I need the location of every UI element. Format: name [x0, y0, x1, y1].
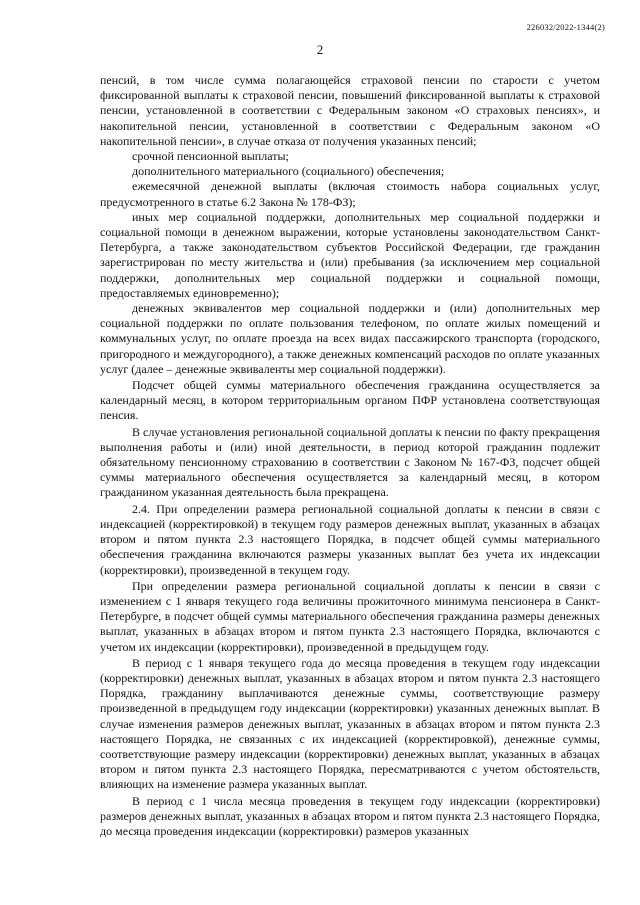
- paragraph: дополнительного материального (социального) обеспечения;: [132, 164, 445, 179]
- paragraph: 2.4. При определении размера региональной социальной доплаты к пенсии в связи с индексацией (корректировкой) в текущем году размеров денежных выплат, указанных в абзацах втором и пятом пункта 2.3 настоящего Порядка, в подсчет общей суммы материального обеспечения гражданина включаются размеры указанных выплат без учета их индексации (корректировки), произведенной в текущем году.: [100, 501, 600, 577]
- page-number: 2: [316, 42, 324, 57]
- paragraph: срочной пенсионной выплаты;: [132, 149, 289, 164]
- paragraph: В случае установления региональной социальной доплаты к пенсии по факту прекращения выполнения работы и (или) иной деятельности, в период которой гражданин подлежит обязательному пенсионному страхованию в соответствии с Законом № 167-ФЗ, подсчет общей суммы материального обеспечения осуществляется за календарный месяц, в котором гражданином указанная деятельность была прекращена.: [100, 424, 600, 500]
- paragraph: денежных эквивалентов мер социальной поддержки и (или) дополнительных мер социальной поддержки по оплате пользования телефоном, по оплате жилых помещений и коммунальных услуг, по оплате проезда на всех видах пассажирского транспорта (городского, пригородного и междугородного), а также денежных компенсаций расходов по оплате указанных услуг (далее – денежные эквиваленты мер социальной поддержки).: [100, 301, 600, 376]
- paragraph: ежемесячной денежной выплаты (включая стоимость набора социальных услуг, предусмотренного в статье 6.2 Закона № 178-ФЗ);: [100, 179, 600, 209]
- paragraph: иных мер социальной поддержки, дополнительных мер социальной поддержки и социальной помощи в денежном выражении, которые установлены законодательством Санкт-Петербурга, а также законодательством субъектов Российской Федерации, где гражданин зарегистрирован по месту жительства и (или) пребывания (за исключением мер социальной поддержки, дополнительных мер социальной поддержки и социальной помощи, предоставляемых единовременно);: [100, 209, 600, 300]
- paragraph: При определении размера региональной социальной доплаты к пенсии в связи с изменением с 1 января текущего года величины прожиточного минимума пенсионера в Санкт-Петербурге, в подсчет общей суммы материального обеспечения гражданина размеры денежных выплат, указанных в абзацах втором и пятом пункта 2.3 настоящего Порядка, включаются с учетом их индексации (корректировки), произведенной в предыдущем году.: [100, 578, 600, 654]
- document-number: 226032/2022-1344(2): [526, 22, 605, 32]
- paragraph: В период с 1 января текущего года до месяца проведения в текущем году индексации (корректировки) денежных выплат, указанных в абзацах втором и пятом пункта 2.3 настоящего Порядка, гражданину выплачиваются денежные суммы, соответствующие размеру произведенной в предыдущем году индексации (корректировки) указанных денежных выплат. В случае изменения размеров денежных выплат, указанных в абзацах втором и пятом пункта 2.3 настоящего Порядка, не связанных с их индексацией (корректировкой), денежные суммы, соответствующие размеру индексации (корректировки) денежных выплат, указанных в абзацах втором и пятом пункта 2.3 настоящего Порядка, пересматриваются с учетом обстоятельств, влияющих на изменение размера указанных выплат.: [100, 655, 600, 792]
- paragraph: В период с 1 числа месяца проведения в текущем году индексации (корректировки) размеров денежных выплат, указанных в абзацах втором и пятом пункта 2.3 настоящего Порядка, до месяца проведения индексации (корректировки) размеров указанных: [100, 793, 600, 838]
- paragraph: Подсчет общей суммы материального обеспечения гражданина осуществляется за календарный месяц, в котором территориальным органом ПФР установлена соответствующая пенсия.: [100, 378, 600, 423]
- paragraph: пенсий, в том числе сумма полагающейся страховой пенсии по старости с учетом фиксированной выплаты к страховой пенсии, повышений фиксированной выплаты к страховой пенсии, установленной в соответствии с Федеральным законом «О страховых пенсиях», и накопительной пенсии, установленной в соответствии с Федеральным законом «О накопительной пенсии», в случае отказа от получения указанных пенсий;: [100, 73, 600, 148]
- document-body: [100, 73, 600, 839]
